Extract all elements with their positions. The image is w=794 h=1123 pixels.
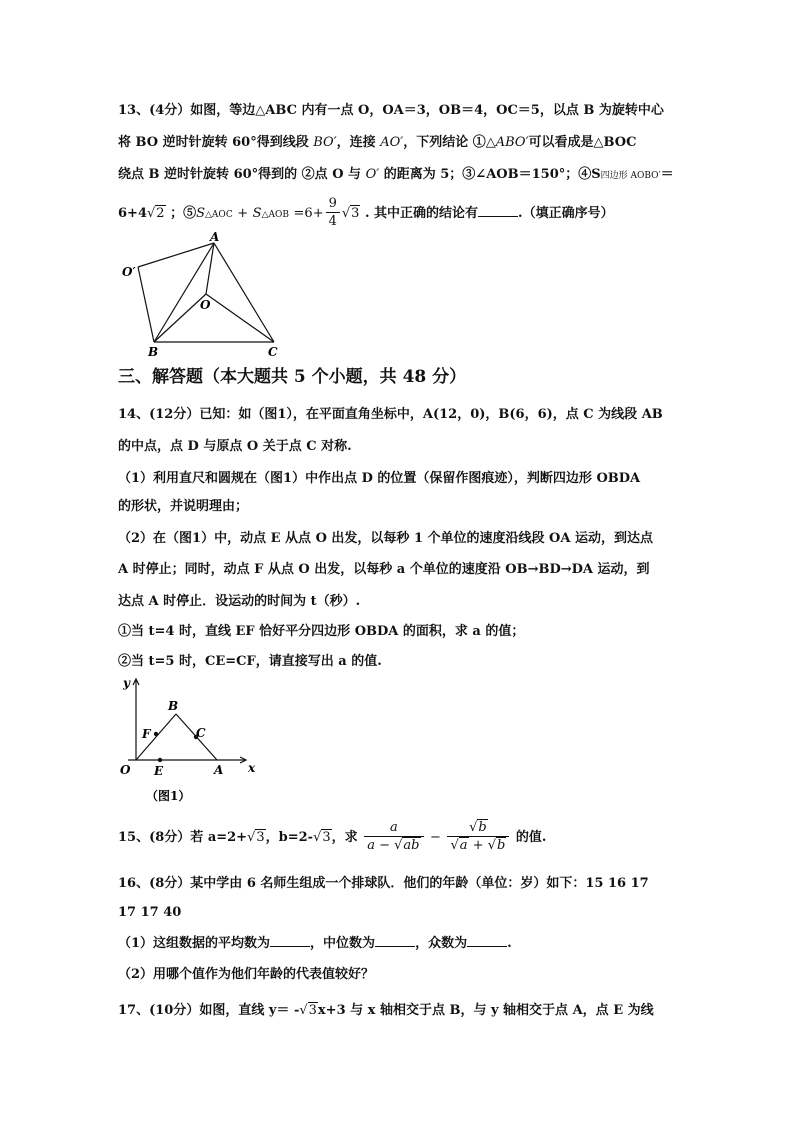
q16-line-1: 16、(8分）某中学由 6 名师生组成一个排球队．他们的年龄（单位：岁）如下：15 16 17: [118, 876, 649, 891]
point-e: [158, 758, 162, 762]
edge-bo-prime: [138, 267, 154, 342]
figure-caption: （图1）: [146, 789, 191, 803]
q16-line-4: （2）用哪个值作为他们年龄的代表值较好？: [118, 967, 375, 982]
q13-line-3: [118, 165, 674, 186]
q13-math: ABO′: [495, 135, 529, 150]
q13-line-2: [118, 133, 636, 153]
label-o: O: [120, 763, 131, 777]
label-f: F: [142, 727, 151, 741]
q13-text: 的距离为 5；③∠AOB＝150°；④S: [383, 167, 601, 182]
q13-text: ，下列结论 ①△: [403, 135, 496, 150]
edge-ab: [154, 243, 214, 342]
q14-line-4: 的形状，并说明理由；: [118, 499, 249, 514]
edge-ac: [214, 243, 274, 342]
label-x: x: [248, 761, 256, 775]
q13-subscript: 四边形 AOBO′: [600, 171, 661, 181]
q13-text: ＝: [660, 167, 674, 182]
q16-line-2: 17 17 40: [118, 905, 182, 920]
q13-text: .（填正确序号）: [518, 206, 614, 221]
q14-line-2: 的中点，点 D 与原点 O 关于点 C 对称.: [118, 439, 352, 454]
q13-text: . 其中正确的结论有: [364, 206, 479, 221]
q13-text: 将 BO 逆时针旋转 60°得到线段: [118, 135, 309, 150]
q13-text: ；⑤: [170, 206, 197, 221]
q14-figure: [118, 674, 268, 809]
q14-line-9: ②当 t=5 时，CE=CF，请直接写出 a 的值.: [118, 654, 382, 669]
q13-text: 绕点 B 逆时针旋转 60°得到的 ②点 O 与: [118, 167, 362, 182]
edge-ao-prime: [138, 243, 214, 267]
q13-text: ，连接: [336, 135, 376, 150]
edge-ob: [154, 294, 206, 342]
label-e: E: [154, 764, 164, 778]
q13-math: BO′: [313, 135, 337, 150]
label-a: A: [210, 230, 220, 244]
q13-figure: [118, 230, 288, 360]
edge-oc: [206, 294, 274, 342]
q15-text: 15、(8分）若 a=2+: [118, 830, 248, 845]
q14-line-5: （2）在（图1）中，动点 E 从点 O 出发，以每秒 1 个单位的速度沿线段 OA 运动，到达点: [118, 531, 653, 546]
fraction-nine-fourths: $\frac{9}{4}$: [326, 196, 340, 231]
q14-line-1: 14、(12分）已知：如（图1），在平面直角坐标中，A(12，0)，B(6，6)，点 C 为线段 AB: [118, 407, 663, 422]
answer-blank-median: [375, 934, 415, 947]
answer-blank: [478, 204, 518, 217]
answer-blank-mean: [270, 934, 310, 947]
answer-blank-mode: [467, 934, 507, 947]
label-b: B: [148, 345, 159, 359]
q13-math: AO′: [380, 135, 404, 150]
label-a: A: [214, 763, 224, 777]
q13-line-1: [118, 101, 664, 121]
q15-line: 15、(8分）若 a=2+√3，b=2-√3，求 $\frac{a}{a - √ab}$ − $\frac{√b}{√a + √b}$ 的值.: [118, 820, 547, 853]
q13-math: O′: [365, 167, 380, 182]
label-y: y: [123, 676, 130, 690]
label-o-prime: O′: [122, 265, 136, 279]
fraction-1: $\frac{a}{a - √ab}$: [364, 820, 423, 855]
q15-text: ，求: [331, 830, 358, 845]
label-o: O: [200, 298, 211, 312]
q14-line-6: A 时停止；同时，动点 F 从点 O 出发，以每秒 a 个单位的速度沿 OB→BD→DA 运动，到: [118, 562, 650, 577]
q16-line-3: （1）这组数据的平均数为 ，中位数为 ，众数为 .: [118, 936, 512, 951]
q13-text: 6+4: [118, 206, 147, 221]
label-b: B: [168, 699, 179, 713]
q13-text: 13、(4分）如图，等边△ABC 内有一点 O，OA＝3，OB＝4，OC＝5，以点 B 为旋转中心: [118, 103, 664, 118]
sqrt: 2: [156, 206, 165, 221]
q13-line-4: 6+4√2 ；⑤S△AOC + S△AOB =6+ $\frac{9}{4}$ √3 . 其中正确的结论有 .（填正确序号）: [118, 196, 614, 229]
section-title: 三、解答题（本大题共 5 个小题，共 48 分）: [118, 367, 467, 387]
q15-text: 的值.: [515, 830, 547, 845]
label-c: C: [268, 345, 278, 359]
q14-line-7: 达点 A 时停止．设运动的时间为 t（秒）.: [118, 594, 361, 609]
q14-line-8: ①当 t=4 时，直线 EF 恰好平分四边形 OBDA 的面积，求 a 的值；: [118, 624, 525, 639]
q14-line-3: （1）利用直尺和圆规在（图1）中作出点 D 的位置（保留作图痕迹），判断四边形 OBDA: [118, 471, 641, 486]
point-f: [154, 732, 158, 736]
q15-text: ，b=2-: [265, 830, 314, 845]
fraction-2: $\frac{√b}{√a + √b}$: [447, 820, 509, 855]
label-c: C: [196, 726, 206, 740]
q13-text: 可以看成是△BOC: [528, 135, 637, 150]
q17-line-1: 17、(10分）如图，直线 y＝ -√3x+3 与 x 轴相交于点 B，与 y 轴相交于点 A，点 E 为线: [118, 1003, 654, 1018]
